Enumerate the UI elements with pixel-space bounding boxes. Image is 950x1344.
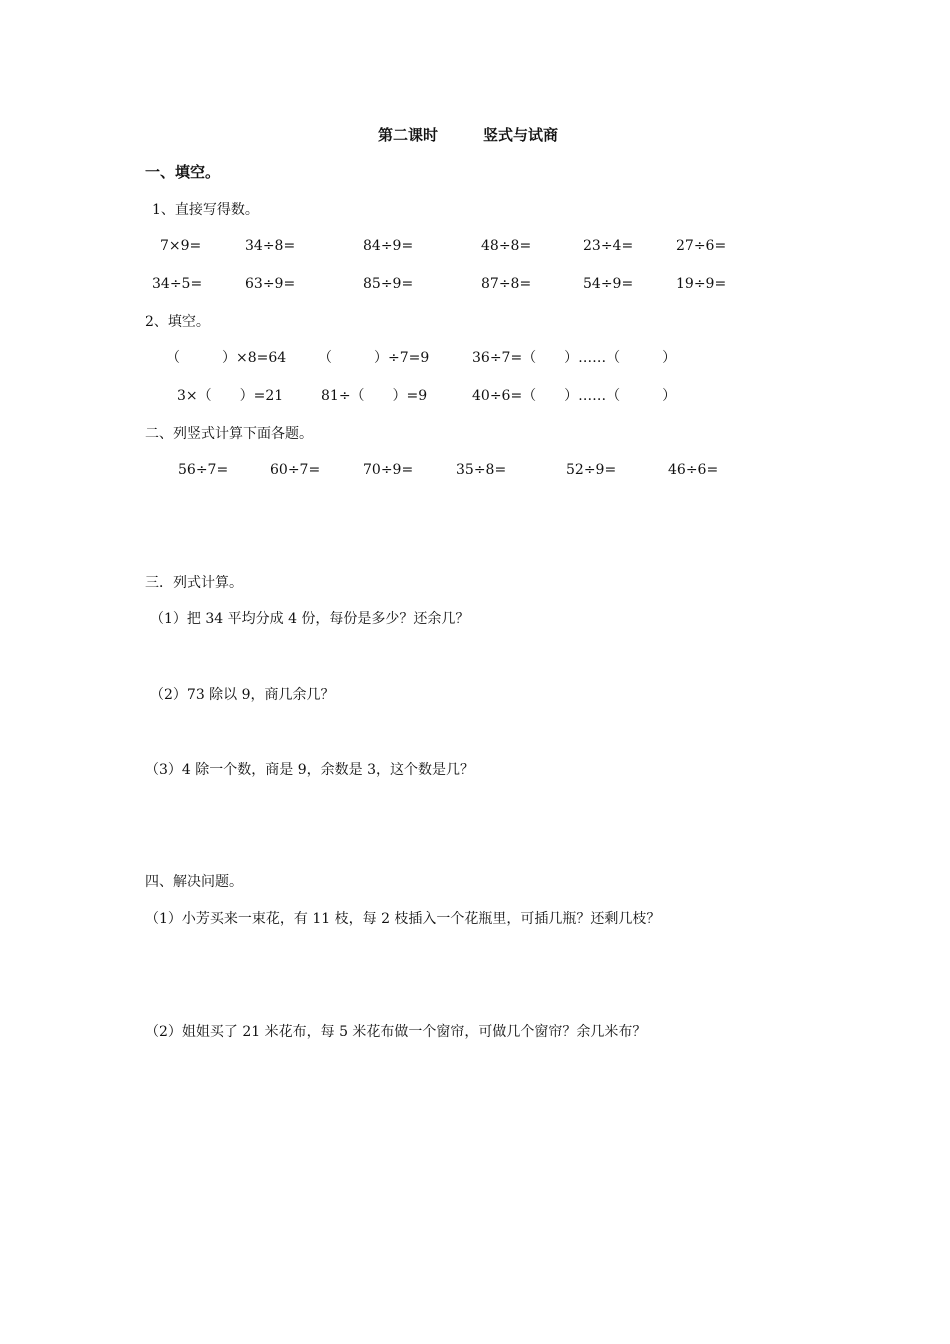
- question-2-label: 2、填空。: [145, 314, 210, 330]
- section-3-heading: 三．列式计算。: [145, 575, 243, 591]
- calc-item: 19÷9=: [676, 276, 727, 292]
- page-title: 第二课时 竖式与试商: [378, 126, 559, 144]
- section-4-question-2: （2）姐姐买了 21 米花布，每 5 米花布做一个窗帘，可做几个窗帘？余几米布？: [145, 1024, 647, 1040]
- section-3-question-3: （3）4 除一个数，商是 9，余数是 3，这个数是几？: [145, 762, 474, 778]
- vertical-calc-item: 56÷7=: [178, 462, 229, 478]
- calc-item: 34÷8=: [245, 238, 296, 254]
- calc-item: 23÷4=: [583, 238, 634, 254]
- section-4-question-1: （1）小芳买来一束花，有 11 枝，每 2 枝插入一个花瓶里，可插几瓶？还剩几枝？: [145, 911, 661, 927]
- calc-item: 48÷8=: [481, 238, 532, 254]
- fill-item: 40÷6=（ ）……（ ）: [472, 388, 677, 404]
- fill-item: 36÷7=（ ）……（ ）: [472, 350, 677, 366]
- vertical-calc-item: 46÷6=: [668, 462, 719, 478]
- calc-item: 54÷9=: [583, 276, 634, 292]
- vertical-calc-item: 52÷9=: [566, 462, 617, 478]
- fill-item: 3×（ ）=21: [177, 388, 284, 404]
- fill-item: 81÷（ ）=9: [321, 388, 428, 404]
- calc-item: 87÷8=: [481, 276, 532, 292]
- vertical-calc-item: 60÷7=: [270, 462, 321, 478]
- vertical-calc-item: 35÷8=: [456, 462, 507, 478]
- section-2-heading: 二、列竖式计算下面各题。: [145, 426, 313, 442]
- section-3-question-1: （1）把 34 平均分成 4 份，每份是多少？还余几？: [150, 611, 470, 627]
- calc-item: 85÷9=: [363, 276, 414, 292]
- fill-item: （ ）÷7=9: [318, 350, 430, 366]
- calc-item: 84÷9=: [363, 238, 414, 254]
- calc-item: 63÷9=: [245, 276, 296, 292]
- section-3-question-2: （2）73 除以 9，商几余几？: [150, 687, 335, 703]
- section-1-heading: 一、填空。: [145, 163, 221, 181]
- calc-item: 7×9=: [160, 238, 202, 254]
- calc-item: 34÷5=: [152, 276, 203, 292]
- question-1-label: 1、直接写得数。: [152, 202, 259, 218]
- calc-item: 27÷6=: [676, 238, 727, 254]
- fill-item: （ ）×8=64: [166, 350, 287, 366]
- section-4-heading: 四、解决问题。: [145, 874, 243, 890]
- vertical-calc-item: 70÷9=: [363, 462, 414, 478]
